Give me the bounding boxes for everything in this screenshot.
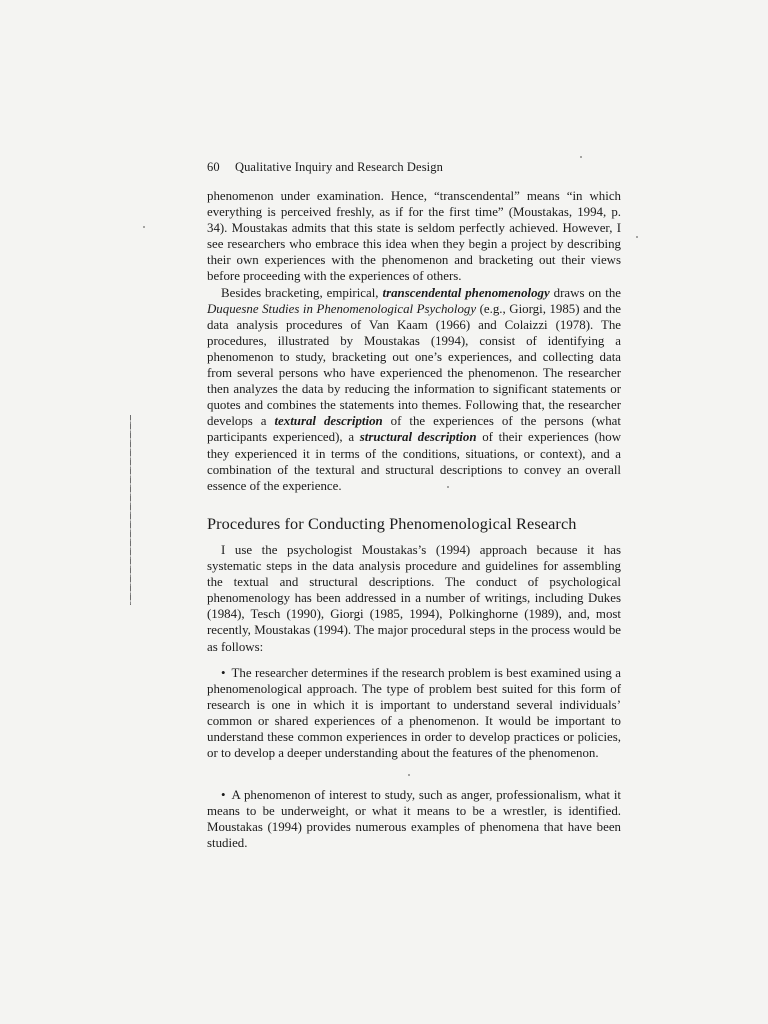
paragraph-2 <box>207 285 621 494</box>
bullet-item-2 <box>207 787 621 851</box>
bullet-text: A phenomenon of interest to study, such as anger, professionalism, what it means to be underweight, or what it means to be a wrestler, is identified. Moustakas (1994) provides numerous examples of phenomena that have been studied. <box>207 788 621 851</box>
p2-term-structural: structural description <box>359 430 477 445</box>
running-head <box>207 160 443 175</box>
book-title: Qualitative Inquiry and Research Design <box>234 160 443 174</box>
scan-speck <box>580 156 582 158</box>
p2-e: (e.g., Giorgi, 1985) and the data analysis procedures of Van Kaam (1966) and Colaizzi (1978). The procedures, illustrated by Moustakas (1994), consist of identifying a phenomenon to study, bracketing out one’s experiences, and collecting data from several persons who have experienced the phenomenon. The researcher then analyzes the data by reducing the information to significant statements or quotes and combines the statements into themes. Following that, the researcher develops a <box>207 301 621 429</box>
p2-journal-title: Duquesne Studies in Phenomenological Psychology <box>207 301 477 316</box>
paragraph-3 <box>207 542 621 655</box>
p2-i: of their experiences (how they experienced it in terms of the conditions, situations, or context), and a combination of the textural and structural descriptions to convey an overall essence of the experience. <box>207 430 622 493</box>
paragraph-1-text: phenomenon under examination. Hence, “transcendental” means “in which everything is perceived freshly, as if for the first time” (Moustakas, 1994, p. 34). Moustakas admits that this state is seldom perfectly achieved. However, I see researchers who embrace this idea when they begin a project by describing their own experiences with the phenomenon and bracketing out their views before proceeding with the experiences of others. <box>207 189 621 284</box>
bullet-mark: • <box>221 666 226 680</box>
scan-margin-mark <box>130 415 131 605</box>
section-heading: Procedures for Conducting Phenomenological Research <box>207 514 577 533</box>
p2-c: draws on the <box>549 285 622 300</box>
scan-speck <box>143 226 145 228</box>
paragraph-1 <box>207 188 621 494</box>
p2-term-textural: textural description <box>274 414 383 429</box>
p2-g: of the experiences of the persons (what participants experienced), a <box>207 414 621 445</box>
scan-speck <box>447 486 449 488</box>
paragraph-3-text: I use the psychologist Moustakas’s (1994) approach because it has systematic steps in the data analysis procedure and guidelines for assembling the textual and structural descriptions. The conduct of psychological phenomenology has been addressed in a number of writings, including Dukes (1984), Tesch (1990), Giorgi (1985, 1994), Polkinghorne (1989), and, most recently, Moustakas (1994). The major procedural steps in the process would be as follows: <box>207 543 621 654</box>
p2-a: Besides bracketing, empirical, <box>221 285 383 300</box>
page-number: 60 <box>207 160 220 174</box>
p2-term-transcendental: transcendental phenomenology <box>382 285 550 300</box>
bullet-text: The researcher determines if the research problem is best examined using a phenomenological approach. The type of problem best suited for this form of research is one in which it is important to understand several individuals’ common or shared experiences of a phenomenon. It would be important to understand these common experiences in order to develop practices or policies, or to develop a deeper understanding about the features of the phenomenon. <box>207 666 621 761</box>
bullet-mark: • <box>221 788 226 802</box>
scan-speck <box>408 774 410 776</box>
bullet-item-1 <box>207 665 621 762</box>
scan-speck <box>636 236 638 238</box>
